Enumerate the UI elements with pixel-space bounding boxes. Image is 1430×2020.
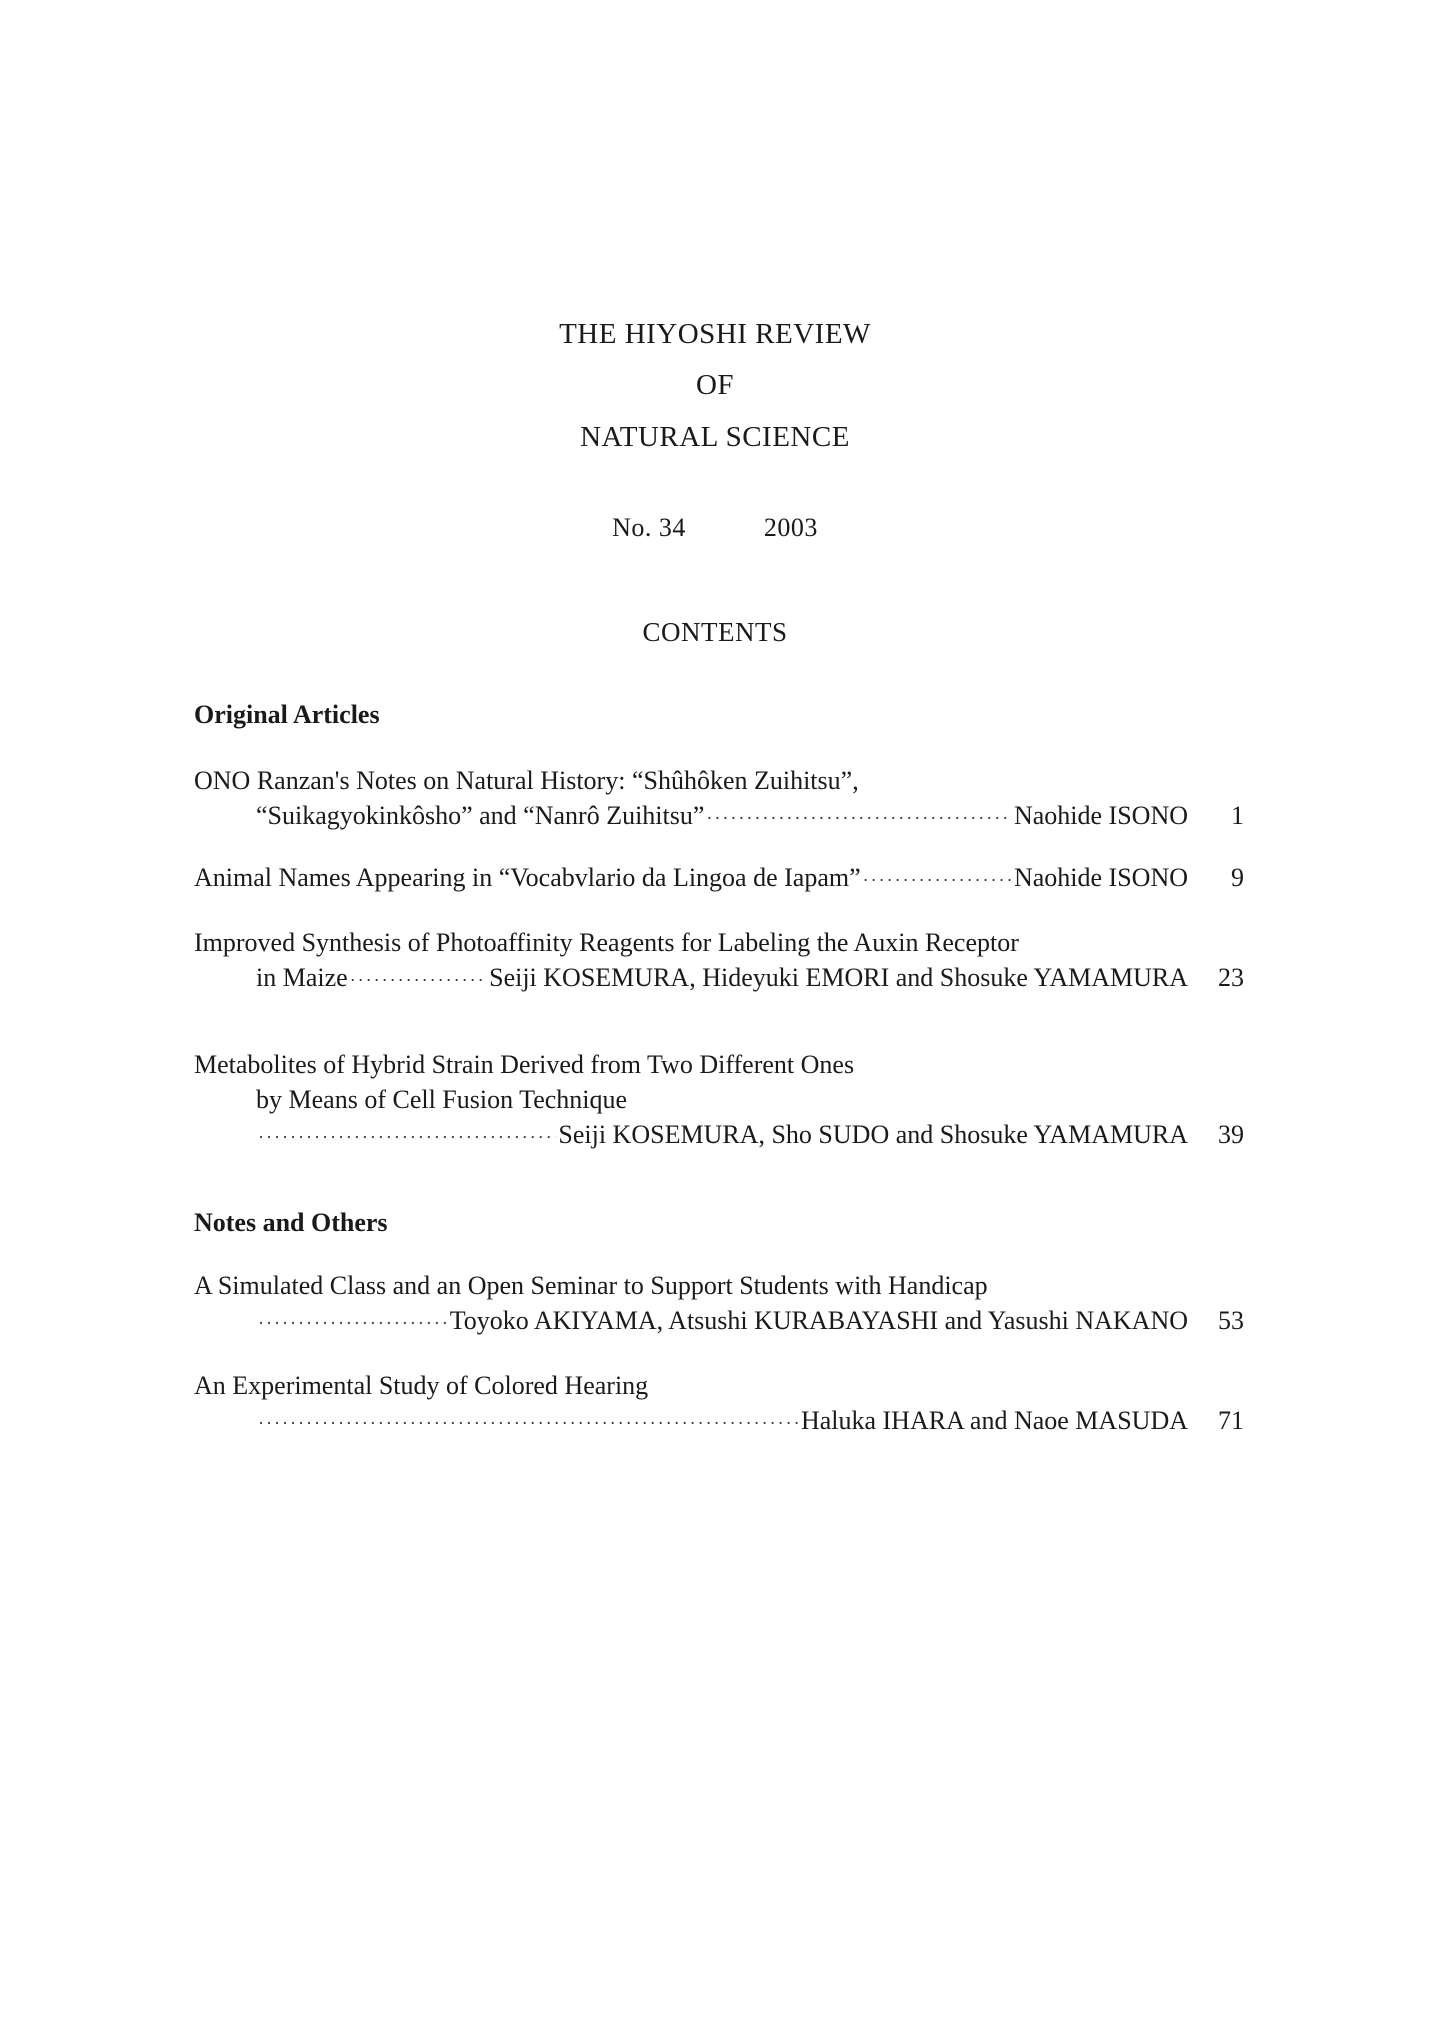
toc-entry[interactable] [194, 763, 1244, 833]
entry-last-line [194, 1117, 1244, 1152]
toc-entry[interactable] [194, 860, 1244, 895]
entry-last-line [194, 960, 1244, 995]
entry-page: 39 [1218, 1120, 1244, 1149]
entry-page: 53 [1218, 1306, 1244, 1335]
issue-info [0, 513, 1430, 543]
dot-leader [706, 801, 1012, 836]
entry-title-line: ONO Ranzan's Notes on Natural History: “Shûhôken Zuihitsu”, [194, 766, 859, 795]
entry-title-line: Animal Names Appearing in “Vocabvlario da Lingoa de Iapam” [194, 863, 861, 892]
issue-year: 2003 [763, 513, 818, 542]
entry-title-line: Improved Synthesis of Photoaffinity Reagents for Labeling the Auxin Receptor [194, 928, 1019, 957]
entry-page: 9 [1231, 863, 1244, 892]
entry-title-line: by Means of Cell Fusion Technique [256, 1085, 628, 1114]
entry-authors: Seiji KOSEMURA, Hideyuki EMORI and Shosuke YAMAMURA [489, 963, 1188, 992]
entry-page: 1 [1231, 801, 1244, 830]
toc-entry[interactable] [194, 925, 1244, 995]
dot-leader [258, 1120, 556, 1155]
entry-last-line [194, 860, 1244, 895]
entry-authors: Naohide ISONO [1013, 801, 1188, 830]
entry-page: 71 [1218, 1406, 1244, 1435]
journal-title-line-3: NATURAL SCIENCE [580, 421, 850, 453]
toc-entry[interactable] [194, 1368, 1244, 1438]
journal-title-line-2: OF [695, 369, 735, 401]
entry-title-line: An Experimental Study of Colored Hearing [194, 1371, 649, 1400]
entry-authors: Haluka IHARA and Naoe MASUDA [800, 1406, 1188, 1435]
contents-heading: CONTENTS [642, 617, 788, 647]
dot-leader [258, 1406, 799, 1441]
entry-authors: Toyoko AKIYAMA, Atsushi KURABAYASHI and Yasushi NAKANO [449, 1306, 1188, 1335]
entry-last-line [194, 798, 1244, 833]
journal-title-line-1: THE HIYOSHI REVIEW [559, 318, 871, 350]
toc-entry[interactable] [194, 1268, 1244, 1338]
entry-title-line: Metabolites of Hybrid Strain Derived from Two Different Ones [194, 1050, 855, 1079]
entry-authors: Seiji KOSEMURA, Sho SUDO and Shosuke YAMAMURA [558, 1120, 1188, 1149]
dot-leader [863, 863, 1012, 898]
dot-leader [350, 963, 487, 998]
entry-last-line [194, 1403, 1244, 1438]
section-heading-notes-and-others: Notes and Others [194, 1208, 388, 1237]
dot-leader [258, 1306, 448, 1341]
entry-title-line: “Suikagyokinkôsho” and “Nanrô Zuihitsu” [256, 801, 705, 830]
entry-last-line [194, 1303, 1244, 1338]
issue-number: No. 34 [612, 513, 686, 542]
entry-authors: Naohide ISONO [1013, 863, 1188, 892]
toc-entry[interactable] [194, 1047, 1244, 1152]
entry-title-line: in Maize [256, 963, 348, 992]
entry-title-line: A Simulated Class and an Open Seminar to Support Students with Handicap [194, 1271, 988, 1300]
section-heading-original-articles: Original Articles [194, 700, 380, 729]
entry-page: 23 [1218, 963, 1244, 992]
